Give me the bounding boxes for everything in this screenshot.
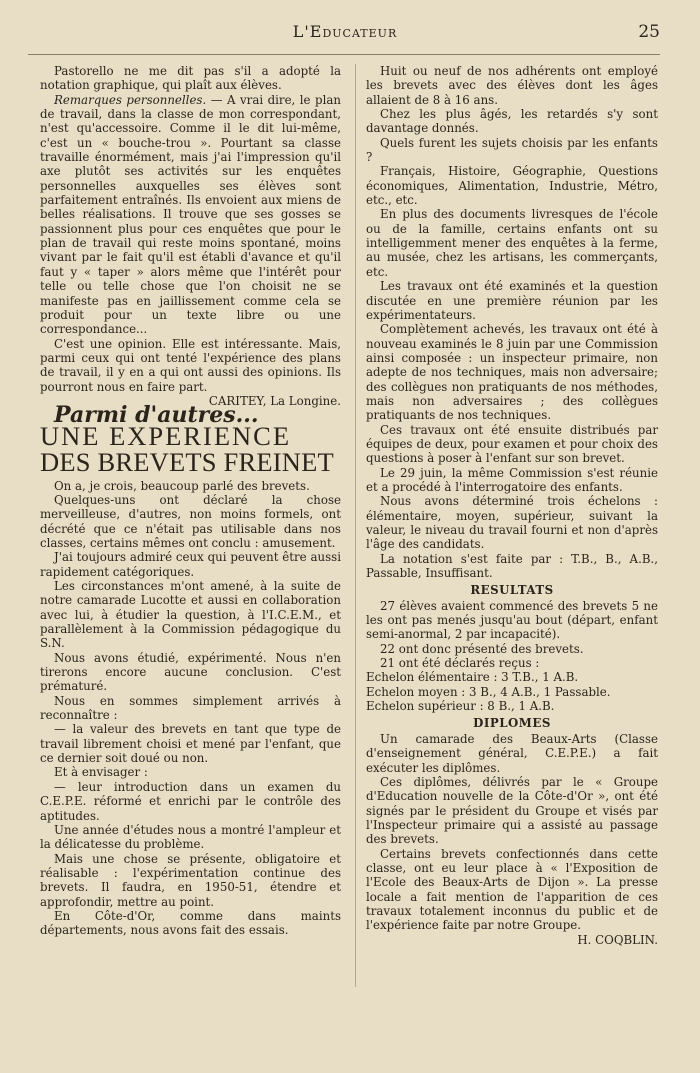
paragraph: Complètement achevés, les travaux ont été à nouveau examinés le 8 juin par une Commission ainsi composée : un inspecteur primaire, non adepte de nos techniques, mais non adversaire; des collègues non pratiquants de nos méthodes, mais non adversaires ; des collègues pratiquants de nos techniques. — [366, 322, 658, 423]
paragraph: Le 29 juin, la même Commission s'est réunie et a procédé à l'interrogatoire des enfants. — [366, 465, 658, 494]
paragraph: — la valeur des brevets en tant que type de travail librement choisi et mené par l'enfant, que ce dernier soit doué ou non. — [40, 722, 341, 766]
paragraph: On a, je crois, beaucoup parlé des brevets. — [54, 478, 310, 493]
paragraph: Une année d'études nous a montré l'ampleur et la délicatesse du problème. — [40, 822, 341, 852]
paragraph: Ces diplômes, délivrés par le « Groupe d'Education nouvelle de la Côte-d'Or », ont été signés par le président du Groupe et visés par l'Inspecteur primaire qui a assisté au passage des brevets. — [366, 774, 658, 847]
page-header — [30, 22, 660, 46]
paragraph: Nous avons déterminé trois échelons : élémentaire, moyen, supérieur, suivant la valeur, le niveau du travail fourni et non d'après l'âge des candidats. — [366, 494, 658, 552]
paragraph: 22 ont donc présenté des brevets. — [380, 641, 584, 656]
right-column — [366, 64, 658, 947]
article-kicker: Parmi d'autres... — [54, 402, 259, 429]
paragraph: J'ai toujours admiré ceux qui peuvent être aussi rapidement catégoriques. — [40, 550, 341, 579]
author-signature: CARITEY, La Longine. — [208, 393, 341, 408]
paragraph: Mais une chose se présente, obligatoire et réalisable : l'expérimentation continue des brevets. Il faudra, en 1950-51, étendre et approfondir, mettre au point. — [40, 851, 341, 909]
page-number: 25 — [638, 22, 660, 42]
paragraph: Certains brevets confectionnés dans cette classe, ont eu leur place à « l'Exposition de l'Ecole des Beaux-Arts de Dijon ». La presse locale a fait mention de l'apparition de ces travaux totalement inconnus du public et de l'expérience faite par notre Groupe. — [366, 846, 658, 933]
paragraph: La notation s'est faite par : T.B., B., A.B., Passable, Insuffisant. — [366, 551, 658, 581]
paragraph: — leur introduction dans un examen du C.E.P.E. réformé et enrichi par le contrôle des aptitudes. — [40, 779, 341, 823]
paragraph: Un camarade des Beaux-Arts (Classe d'enseignement général, C.E.P.E.) a fait exécuter les diplômes. — [366, 731, 658, 775]
section-heading-results: RESULTATS — [470, 583, 554, 598]
paragraph: Les circonstances m'ont amené, à la suite de notre camarade Lucotte et aussi en collaboration avec lui, à étudier la question, à l'I.C.E.M., et parallèlement à la Commission pédagogique du S.N. — [40, 579, 341, 651]
paragraph: Chez les plus âgés, les retardés s'y sont davantage donnés. — [366, 107, 658, 136]
paragraph: 21 ont été déclarés reçus : — [380, 656, 540, 671]
paragraph: Nous avons étudié, expérimenté. Nous n'en tirerons encore aucune conclusion. C'est prématuré. — [40, 650, 341, 694]
headline-line-2: DES BREVETS FREINET — [40, 446, 334, 477]
paragraph: Pastorello ne me dit pas s'il a adopté la notation graphique, qui plaît aux élèves. — [40, 64, 341, 93]
journal-title: L'Educateur — [292, 22, 398, 41]
paragraph: Nous en sommes simplement arrivés à reconnaître : — [40, 693, 341, 723]
paragraph: C'est une opinion. Elle est intéressante. Mais, parmi ceux qui ont tenté l'expérience des plans de travail, il y en a qui ont aussi des opinions. Ils pourront nous en faire part. — [40, 336, 341, 394]
result-line: Echelon élémentaire : 3 T.B., 1 A.B. — [366, 670, 579, 685]
paragraph: Quelques-uns ont déclaré la chose merveilleuse, d'autres, non moins formels, ont décrété que ce n'était pas utilisable dans nos classes, certains mêmes ont conclu : amusement. — [40, 492, 341, 550]
paragraph: Français, Histoire, Géographie, Questions économiques, Alimentation, Industrie, Métro, etc., etc. — [366, 164, 658, 208]
paragraph: Les travaux ont été examinés et la question discutée en une première réunion par les expérimentateurs. — [366, 279, 658, 322]
paragraph: Huit ou neuf de nos adhérents ont employé les brevets avec des élèves dont les âges allaient de 8 à 16 ans. — [366, 64, 658, 107]
headline-line-1: UNE EXPERIENCE — [40, 420, 292, 451]
section-heading-diplomas: DIPLOMES — [473, 716, 551, 731]
author-signature: H. COQBLIN. — [577, 932, 658, 947]
remarks-text: — A vrai dire, le plan de travail, dans la classe de mon correspondant, n'est qu'accessoire. Comme il le dit lui-même, c'est un « bouche-trou ». Pourtant sa classe travaille énormément, mais j'ai l'impression qu'il axe plutôt ses activités sur les enquêtes personnelles auxquelles ses élèves sont parfaitement entraînés. Ils envoient aux miens de belles réalisations. Il trouve que ses gosses se passionnent plus pour ces enquêtes que pour le plan de travail qui reste moins spontané, moins vivant par le fait qu'il est établi d'avance et qu'il faut y « taper » alors même que l'intérêt pour telle ou telle chose que l'on choisit ne se manifeste pas en jaillissement comme cela se produit pour un texte libre ou une correspondance... — [40, 92, 341, 337]
paragraph — [40, 93, 341, 337]
paragraph: En Côte-d'Or, comme dans maints départements, nous avons fait des essais. — [40, 908, 341, 938]
paragraph: Quels furent les sujets choisis par les enfants ? — [366, 135, 658, 165]
column-divider — [355, 64, 356, 987]
left-column — [40, 64, 341, 938]
paragraph: Et à envisager : — [54, 765, 148, 780]
result-line: Echelon moyen : 3 B., 4 A.B., 1 Passable. — [366, 684, 611, 699]
paragraph: En plus des documents livresques de l'école ou de la famille, certains enfants ont su intelligemment mener des enquêtes à la ferme, au musée, chez les artisans, les commerçants, etc. — [366, 207, 658, 279]
remarks-label: Remarques personnelles. — [54, 92, 207, 107]
paragraph: Ces travaux ont été ensuite distribués par équipes de deux, pour examen et pour choix des questions à poser à l'enfant sur son brevet. — [366, 422, 658, 466]
article-headline — [40, 420, 341, 477]
result-line: Echelon supérieur : 8 B., 1 A.B. — [366, 699, 555, 714]
paragraph: 27 élèves avaient commencé des brevets 5 ne les ont pas menés jusqu'au bout (départ, enfant semi-anormal, 2 par incapacité). — [366, 598, 658, 642]
header-rule — [28, 54, 660, 55]
